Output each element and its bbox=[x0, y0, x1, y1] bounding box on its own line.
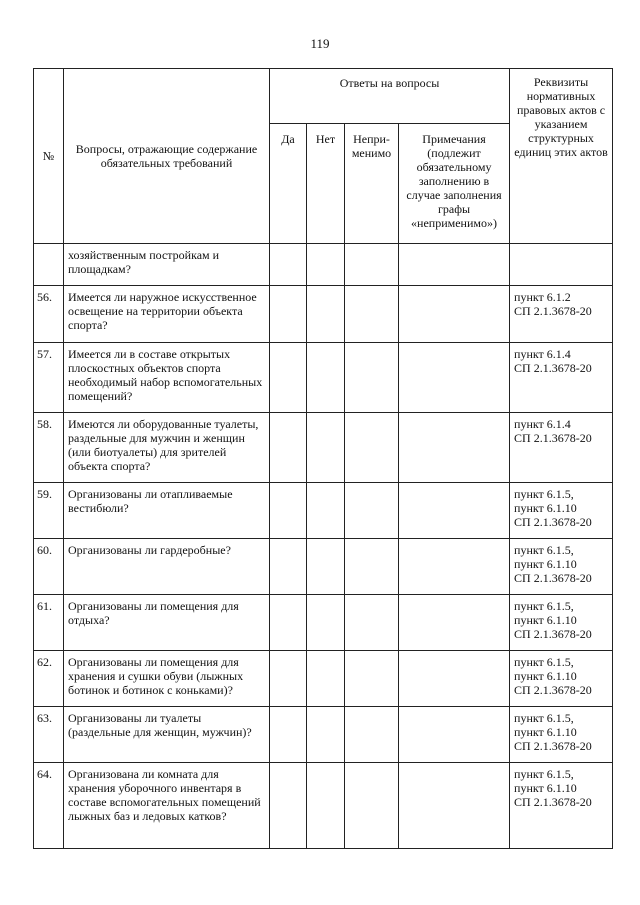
row-number: 57. bbox=[34, 343, 64, 413]
row-requisites: пункт 6.1.4 СП 2.1.3678-20 bbox=[510, 413, 613, 483]
answer-yes-cell bbox=[270, 707, 307, 763]
row-requisites: пункт 6.1.5, пункт 6.1.10 СП 2.1.3678-20 bbox=[510, 595, 613, 651]
answer-not-applicable-cell bbox=[345, 595, 399, 651]
table-row bbox=[34, 595, 613, 651]
answer-no-cell bbox=[307, 286, 345, 343]
row-requisites: пункт 6.1.5, пункт 6.1.10 СП 2.1.3678-20 bbox=[510, 707, 613, 763]
notes-cell bbox=[399, 707, 510, 763]
answer-yes-cell bbox=[270, 343, 307, 413]
row-question: хозяйственным постройкам и площадкам? bbox=[64, 244, 270, 286]
answer-not-applicable-cell bbox=[345, 539, 399, 595]
row-question: Организованы ли помещения для отдыха? bbox=[64, 595, 270, 651]
row-requisites: пункт 6.1.5, пункт 6.1.10 СП 2.1.3678-20 bbox=[510, 539, 613, 595]
notes-cell bbox=[399, 244, 510, 286]
row-number: 59. bbox=[34, 483, 64, 539]
notes-cell bbox=[399, 483, 510, 539]
answer-yes-cell bbox=[270, 286, 307, 343]
table-row bbox=[34, 483, 613, 539]
row-requisites: пункт 6.1.5, пункт 6.1.10 СП 2.1.3678-20 bbox=[510, 483, 613, 539]
table-row bbox=[34, 707, 613, 763]
answer-no-cell bbox=[307, 707, 345, 763]
notes-cell bbox=[399, 763, 510, 849]
header-no: Нет bbox=[307, 124, 345, 244]
row-question: Организованы ли отапливаемые вестибюли? bbox=[64, 483, 270, 539]
notes-cell bbox=[399, 343, 510, 413]
answer-no-cell bbox=[307, 483, 345, 539]
answer-no-cell bbox=[307, 595, 345, 651]
row-question: Организованы ли туалеты (раздельные для женщин, мужчин)? bbox=[64, 707, 270, 763]
row-question: Имеются ли оборудованные туалеты, раздельные для мужчин и женщин (или биотуалеты) для зрителей объекта спорта? bbox=[64, 413, 270, 483]
header-answers: Ответы на вопросы bbox=[270, 69, 510, 124]
answer-yes-cell bbox=[270, 413, 307, 483]
row-number: 60. bbox=[34, 539, 64, 595]
table-row bbox=[34, 413, 613, 483]
row-question: Организована ли комната для хранения уборочного инвентаря в составе вспомогательных помещений лыжных баз и ледовых катков? bbox=[64, 763, 270, 849]
row-requisites: пункт 6.1.4 СП 2.1.3678-20 bbox=[510, 343, 613, 413]
table-row bbox=[34, 763, 613, 849]
row-question: Имеется ли наружное искусственное освещение на территории объекта спорта? bbox=[64, 286, 270, 343]
table-row bbox=[34, 244, 613, 286]
answer-not-applicable-cell bbox=[345, 707, 399, 763]
row-requisites bbox=[510, 244, 613, 286]
answer-not-applicable-cell bbox=[345, 651, 399, 707]
table-row bbox=[34, 343, 613, 413]
row-number: 62. bbox=[34, 651, 64, 707]
row-number: 61. bbox=[34, 595, 64, 651]
page-number: 119 bbox=[310, 36, 330, 51]
answer-not-applicable-cell bbox=[345, 483, 399, 539]
row-number: 63. bbox=[34, 707, 64, 763]
answer-no-cell bbox=[307, 244, 345, 286]
answer-no-cell bbox=[307, 763, 345, 849]
header-question: Вопросы, отражающие содержание обязательных требований bbox=[64, 69, 270, 244]
row-number: 64. bbox=[34, 763, 64, 849]
row-question: Организованы ли помещения для хранения и сушки обуви (лыжных ботинок и ботинок с коньками)? bbox=[64, 651, 270, 707]
notes-cell bbox=[399, 651, 510, 707]
answer-not-applicable-cell bbox=[345, 413, 399, 483]
row-question: Организованы ли гардеробные? bbox=[64, 539, 270, 595]
answer-no-cell bbox=[307, 651, 345, 707]
answer-no-cell bbox=[307, 343, 345, 413]
row-requisites: пункт 6.1.5, пункт 6.1.10 СП 2.1.3678-20 bbox=[510, 651, 613, 707]
answer-yes-cell bbox=[270, 244, 307, 286]
answer-not-applicable-cell bbox=[345, 244, 399, 286]
notes-cell bbox=[399, 286, 510, 343]
header-not-applicable: Непри- менимо bbox=[345, 124, 399, 244]
answer-not-applicable-cell bbox=[345, 286, 399, 343]
row-number: 56. bbox=[34, 286, 64, 343]
answer-no-cell bbox=[307, 413, 345, 483]
header-notes: Примечания (подлежит обязательному заполнению в случае заполнения графы «неприменимо») bbox=[399, 124, 510, 244]
table-row bbox=[34, 651, 613, 707]
header-number: № bbox=[34, 69, 64, 244]
header-requisites: Реквизиты нормативных правовых актов с указанием структурных единиц этих актов bbox=[510, 69, 613, 244]
answer-yes-cell bbox=[270, 595, 307, 651]
answer-yes-cell bbox=[270, 483, 307, 539]
answer-yes-cell bbox=[270, 763, 307, 849]
row-requisites: пункт 6.1.2 СП 2.1.3678-20 bbox=[510, 286, 613, 343]
notes-cell bbox=[399, 595, 510, 651]
answer-yes-cell bbox=[270, 651, 307, 707]
row-question: Имеется ли в составе открытых плоскостных объектов спорта необходимый набор вспомогательных помещений? bbox=[64, 343, 270, 413]
answer-not-applicable-cell bbox=[345, 763, 399, 849]
row-number bbox=[34, 244, 64, 286]
notes-cell bbox=[399, 539, 510, 595]
row-number: 58. bbox=[34, 413, 64, 483]
answer-yes-cell bbox=[270, 539, 307, 595]
answer-no-cell bbox=[307, 539, 345, 595]
answer-not-applicable-cell bbox=[345, 343, 399, 413]
table-row bbox=[34, 286, 613, 343]
row-requisites: пункт 6.1.5, пункт 6.1.10 СП 2.1.3678-20 bbox=[510, 763, 613, 849]
table-row bbox=[34, 539, 613, 595]
requirements-table bbox=[33, 68, 613, 849]
notes-cell bbox=[399, 413, 510, 483]
header-yes: Да bbox=[270, 124, 307, 244]
table-body bbox=[34, 244, 613, 849]
